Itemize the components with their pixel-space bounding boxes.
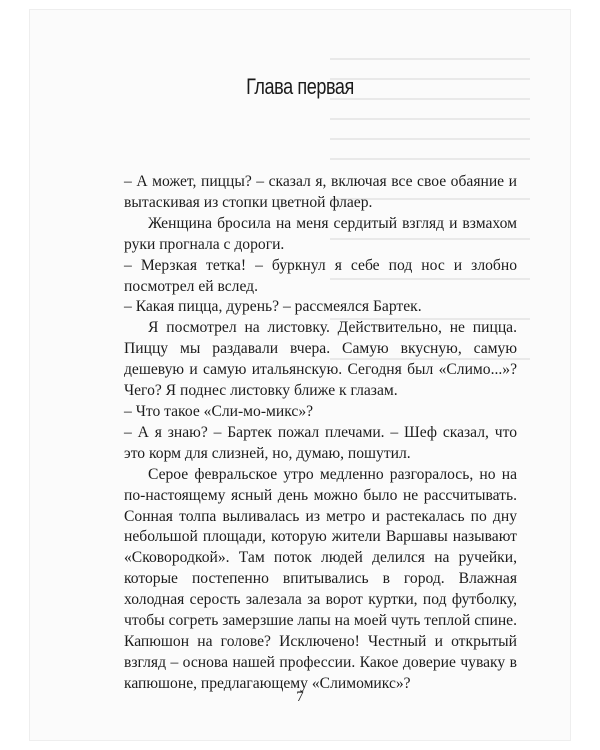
chapter-title: Глава первая [246, 74, 354, 99]
book-page [30, 10, 570, 740]
paragraph: – А может, пиццы? – сказал я, включая все свое обаяние и вытаскивая из стопки цветной флаер. [124, 173, 517, 211]
page-number: 7 [296, 689, 304, 705]
paragraph: – Что такое «Сли-мо-микс»? [124, 402, 314, 420]
paragraph: Я посмотрел на листовку. Действительно, не пицца. Пиццу мы раздавали вчера. Самую вкусную, самую дешевую и самую итальянскую. Сегодня был «Слимо...»? Чего? Я поднес листовку ближе к глазам. [124, 319, 517, 400]
paragraph: – А я знаю? – Бартек пожал плечами. – Шеф сказал, что это корм для слизней, но, думаю, пошутил. [124, 423, 517, 462]
paragraph: Серое февральское утро медленно разгоралось, но на по-настоящему ясный день можно было не рассчитывать. Сонная толпа выливалась из метро и растекалась по дну небольшой площади, которую жители Варшавы называют «Сковородкой». Там поток людей делился на ручейки, которые постепенно впитывались в город. Влажная холодная серость залезала за ворот куртки, под футболку, чтобы согреть замерзшие лапы на моей чуть теплой спине. Капюшон на голове? Исключено! Честный и открытый взгляд – основа нашей профессии. Какое доверие чуваку в капюшоне, предлагающему «Слимомикс»? [124, 465, 517, 692]
paragraph: – Какая пицца, дурень? – рассмеялся Бартек. [124, 298, 422, 316]
paragraph: Женщина бросила на меня сердитый взгляд и взмахом руки прогнала с дороги. [124, 214, 517, 253]
body-text [124, 172, 517, 695]
paragraph: – Мерзкая тетка! – буркнул я себе под нос и злобно посмотрел ей вслед. [124, 256, 517, 295]
